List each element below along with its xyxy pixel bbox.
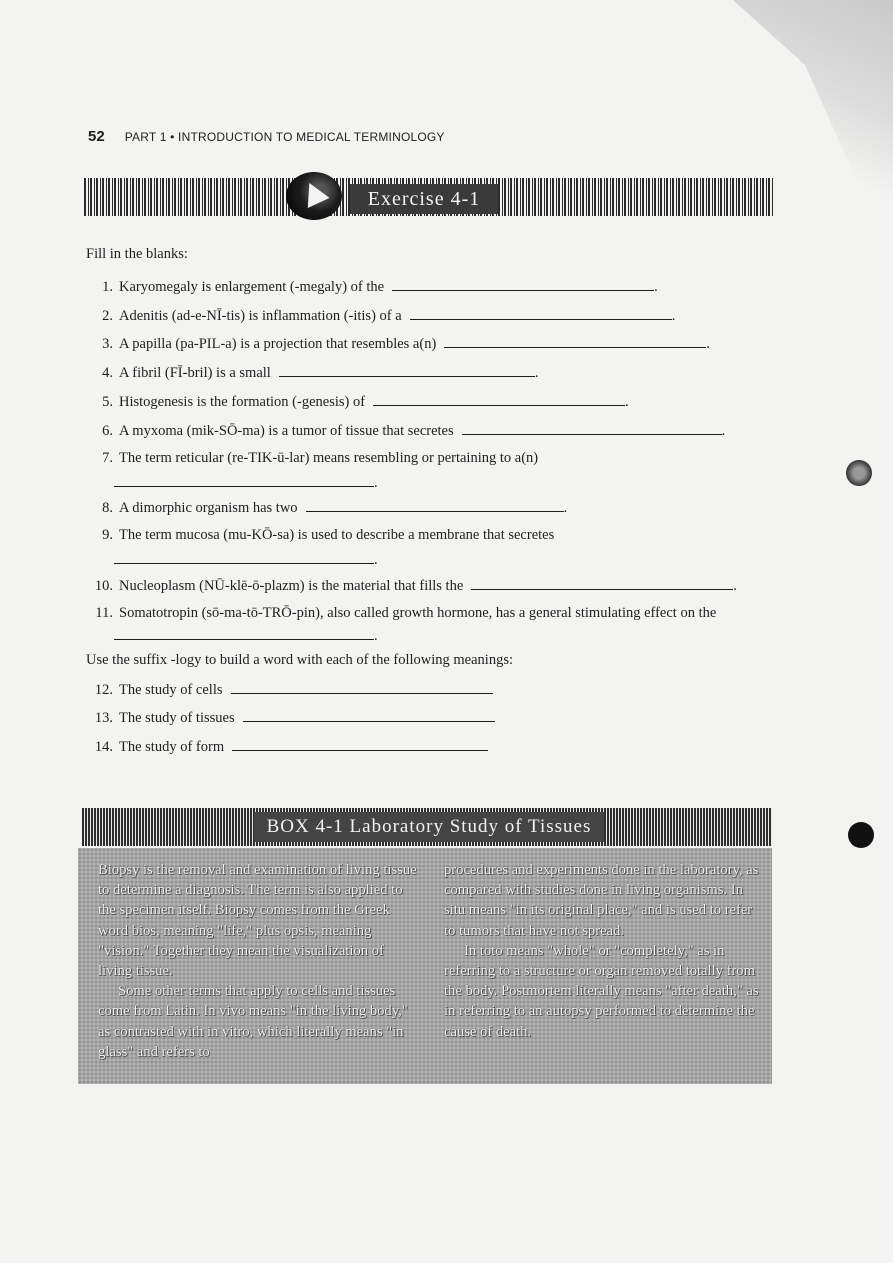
box-title: BOX 4-1 Laboratory Study of Tissues (254, 812, 604, 842)
answer-blank[interactable] (471, 577, 733, 590)
question-text: The term reticular (re-TIK-ū-lar) means resembling or pertaining to a(n) (119, 450, 539, 466)
question-3 (92, 335, 710, 353)
answer-blank[interactable] (114, 627, 374, 640)
question-text: Karyomegaly is enlargement (-megaly) of the (119, 279, 385, 295)
binder-hole (846, 460, 872, 486)
question-period: . (721, 423, 726, 439)
question-9-answer-line (114, 551, 378, 569)
question-period: . (563, 500, 568, 516)
question-text: A dimorphic organism has two (119, 500, 298, 516)
question-number: 7. (102, 450, 113, 466)
page-number: 52 (88, 128, 105, 145)
answer-blank[interactable] (232, 738, 488, 751)
question-text: A papilla (pa-PIL-a) is a projection that resembles a(n) (119, 336, 437, 352)
box-body (78, 848, 772, 1084)
page-header (88, 128, 445, 145)
question-number: 8. (102, 500, 113, 516)
question-number: 13. (94, 710, 113, 726)
question-number: 6. (102, 423, 113, 439)
question-number: 4. (102, 365, 113, 381)
question-period: . (374, 552, 378, 568)
question-number: 2. (102, 308, 113, 324)
question-text: Nucleoplasm (NŪ-klē-ō-plazm) is the material that fills the (119, 578, 464, 594)
question-number: 5. (102, 394, 113, 410)
question-number: 11. (95, 605, 113, 621)
suffix-instructions: Use the suffix -logy to build a word with each of the following meanings: (86, 652, 513, 668)
exercise-icon (286, 172, 342, 220)
question-text: The study of cells (119, 682, 223, 698)
question-7-answer-line (114, 474, 378, 492)
box-paragraph: Some other terms that apply to cells and tissues come from Latin. In vivo means "in the living body," as contrasted with in vitro, which literally means "in glass" and refers to (98, 983, 408, 1060)
answer-blank[interactable] (392, 278, 654, 291)
question-8 (92, 499, 567, 517)
binder-hole (848, 822, 874, 848)
answer-blank[interactable] (279, 364, 535, 377)
question-text: The study of tissues (119, 710, 235, 726)
question-11-answer-line (114, 627, 378, 645)
question-number: 3. (102, 336, 113, 352)
question-text: Histogenesis is the formation (-genesis) of (119, 394, 366, 410)
answer-blank[interactable] (410, 307, 672, 320)
question-number: 9. (102, 527, 113, 543)
question-period: . (706, 336, 710, 352)
question-14 (92, 738, 488, 756)
answer-blank[interactable] (114, 551, 374, 564)
exercise-instructions: Fill in the blanks: (86, 246, 188, 262)
question-10 (92, 577, 737, 595)
question-12 (92, 681, 493, 699)
answer-blank[interactable] (444, 335, 706, 348)
question-number: 10. (94, 578, 113, 594)
question-text: A fibril (FĪ-bril) is a small (119, 365, 271, 381)
question-period: . (733, 578, 737, 594)
question-number: 1. (102, 279, 113, 295)
box-paragraph: procedures and experiments done in the laboratory, as compared with studies done in living organisms. In situ means "in its original place," and is used to refer to tumors that have not spread. (444, 862, 759, 939)
box-paragraph: Biopsy is the removal and examination of living tissue to determine a diagnosis. The term is also applied to the specimen itself. Biopsy comes from the Greek word bios, meaning "life," plus opsis, meaning "vision." Together they mean the visualization of living tissue. (98, 862, 417, 980)
running-head: PART 1 • INTRODUCTION TO MEDICAL TERMINOLOGY (124, 130, 445, 144)
answer-blank[interactable] (114, 474, 374, 487)
answer-blank[interactable] (243, 709, 495, 722)
question-number: 12. (94, 682, 113, 698)
box-left-column (98, 860, 418, 1062)
question-period: . (654, 279, 658, 295)
question-6 (92, 422, 725, 440)
box-right-column (444, 860, 764, 1042)
question-period: . (374, 628, 378, 644)
page-corner-shadow (733, 0, 893, 260)
question-text: The term mucosa (mu-KŌ-sa) is used to describe a membrane that secretes (119, 527, 555, 543)
question-period: . (534, 365, 539, 381)
question-9 (92, 527, 554, 544)
question-number: 14. (94, 739, 113, 755)
question-2 (92, 307, 675, 325)
question-text: Adenitis (ad-e-NĪ-tis) is inflammation (-itis) of a (119, 308, 402, 324)
answer-blank[interactable] (306, 499, 564, 512)
question-text: Somatotropin (sō-ma-tō-TRŌ-pin), also called growth hormone, has a general stimulating effect on the (119, 605, 717, 621)
question-13 (92, 709, 495, 727)
question-period: . (374, 475, 378, 491)
question-7 (92, 450, 538, 467)
question-5 (92, 393, 629, 411)
answer-blank[interactable] (373, 393, 625, 406)
question-period: . (671, 308, 676, 324)
question-text: The study of form (119, 739, 225, 755)
answer-blank[interactable] (462, 422, 722, 435)
question-11 (92, 605, 716, 622)
exercise-title: Exercise 4-1 (350, 184, 498, 214)
question-text: A myxoma (mik-SŌ-ma) is a tumor of tissue that secretes (119, 423, 454, 439)
question-period: . (625, 394, 629, 410)
answer-blank[interactable] (231, 681, 493, 694)
question-1 (92, 278, 658, 296)
box-paragraph: In toto means "whole" or "completely," as in referring to a structure or organ removed totally from the body. Postmortem literally means "after death," as in referring to an autopsy performed to determine the cause of death. (444, 942, 759, 1040)
question-4 (92, 364, 538, 382)
